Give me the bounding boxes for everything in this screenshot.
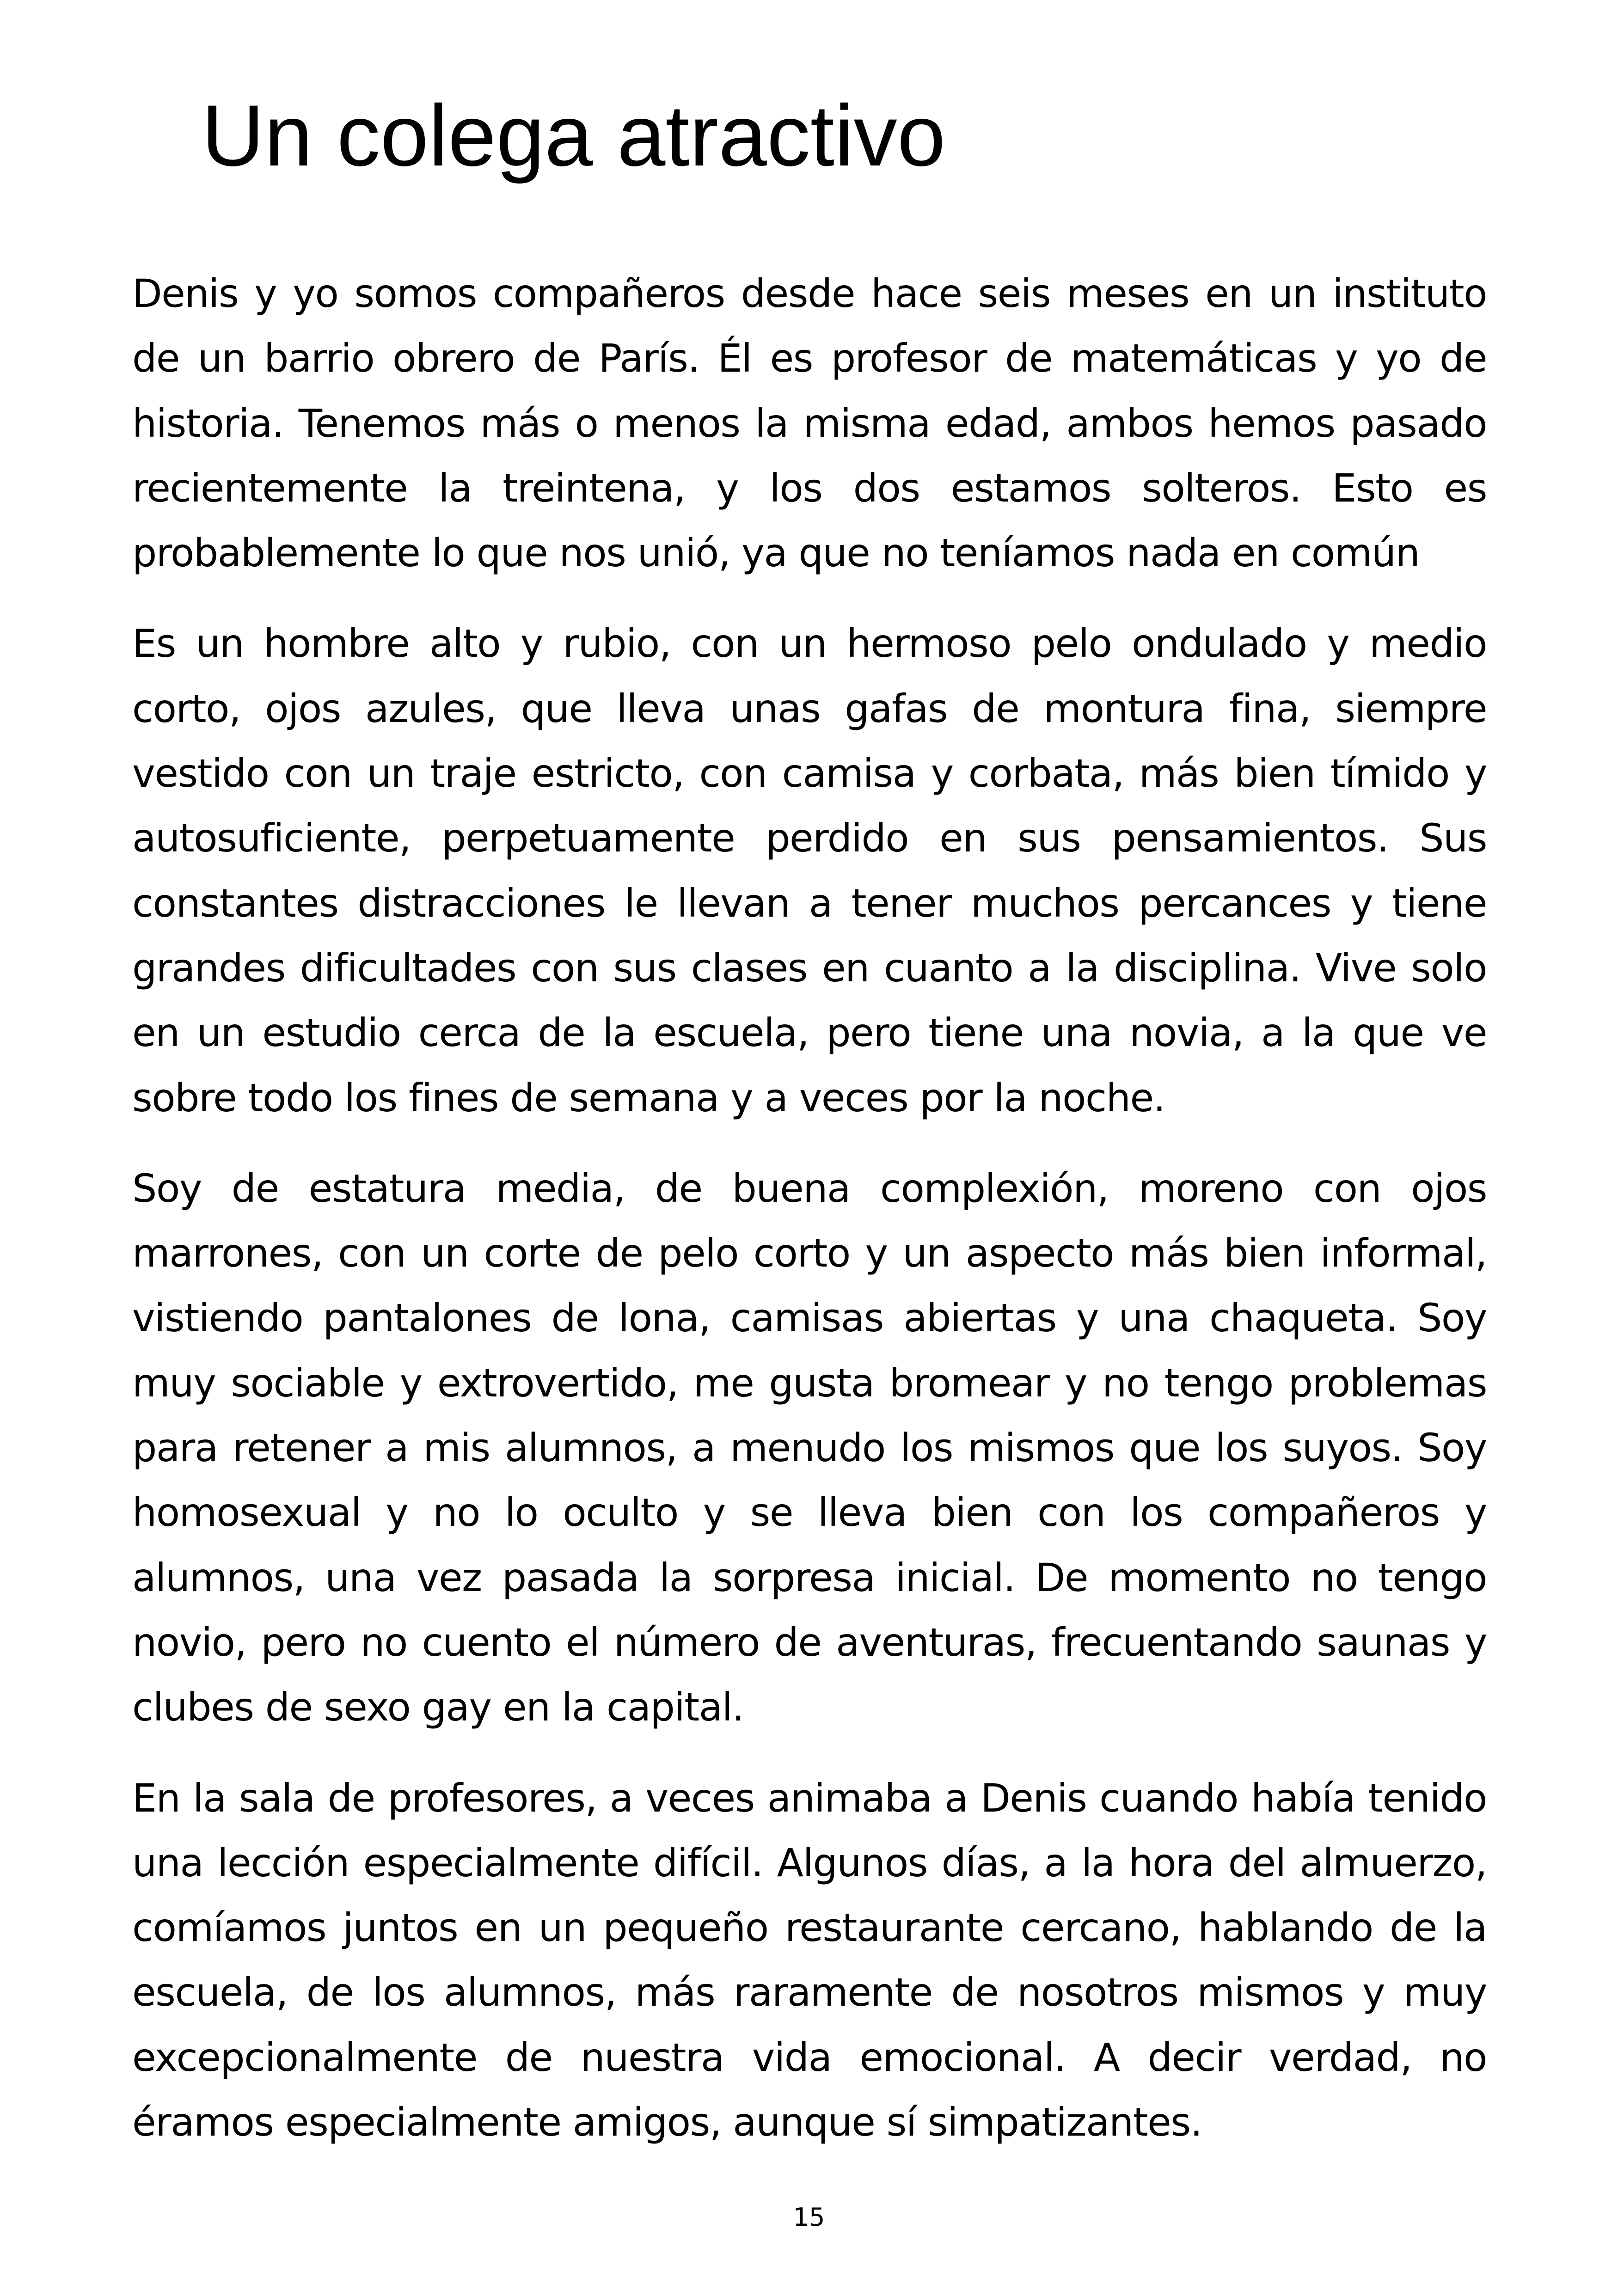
paragraph-1: Denis y yo somos compañeros desde hace seis meses en un instituto de un barrio obrero de París. Él es profesor de matemáticas y yo de historia. Tenemos más o menos la misma edad, ambos hemos pasado recientemente la treintena, y los dos estamos solteros. Esto es probablemente lo que nos unió, ya que no teníamos nada en común <box>132 271 1487 576</box>
paragraph-2: Es un hombre alto y rubio, con un hermoso pelo ondulado y medio corto, ojos azules, que lleva unas gafas de montura fina, siempre vestido con un traje estricto, con camisa y corbata, más bien tímido y autosuficiente, perpetuamente perdido en sus pensamientos. Sus constantes distracciones le llevan a tener muchos percances y tiene grandes dificultades con sus clases en cuanto a la disciplina. Vive solo en un estudio cerca de la escuela, pero tiene una novia, a la que ve sobre todo los fines de semana y a veces por la noche. <box>132 621 1487 1120</box>
page-number: 15 <box>793 2203 825 2232</box>
paragraph-3: Soy de estatura media, de buena complexión, moreno con ojos marrones, con un corte de pelo corto y un aspecto más bien informal, vistiendo pantalones de lona, camisas abiertas y una chaqueta. Soy muy sociable y extrovertido, me gusta bromear y no tengo problemas para retener a mis alumnos, a menudo los mismos que los suyos. Soy homosexual y no lo oculto y se lleva bien con los compañeros y alumnos, una vez pasada la sorpresa inicial. De momento no tengo novio, pero no cuento el número de aventuras, frecuentando saunas y clubes de sexo gay en la capital. <box>132 1165 1487 1730</box>
chapter-body <box>132 261 1487 2180</box>
paragraph-4: En la sala de profesores, a veces animaba a Denis cuando había tenido una lección especialmente difícil. Algunos días, a la hora del almuerzo, comíamos juntos en un pequeño restaurante cercano, hablando de la escuela, de los alumnos, más raramente de nosotros mismos y muy excepcionalmente de nuestra vida emocional. A decir verdad, no éramos especialmente amigos, aunque sí simpatizantes. <box>132 1775 1487 2145</box>
chapter-title: Un colega atractivo <box>202 87 946 184</box>
